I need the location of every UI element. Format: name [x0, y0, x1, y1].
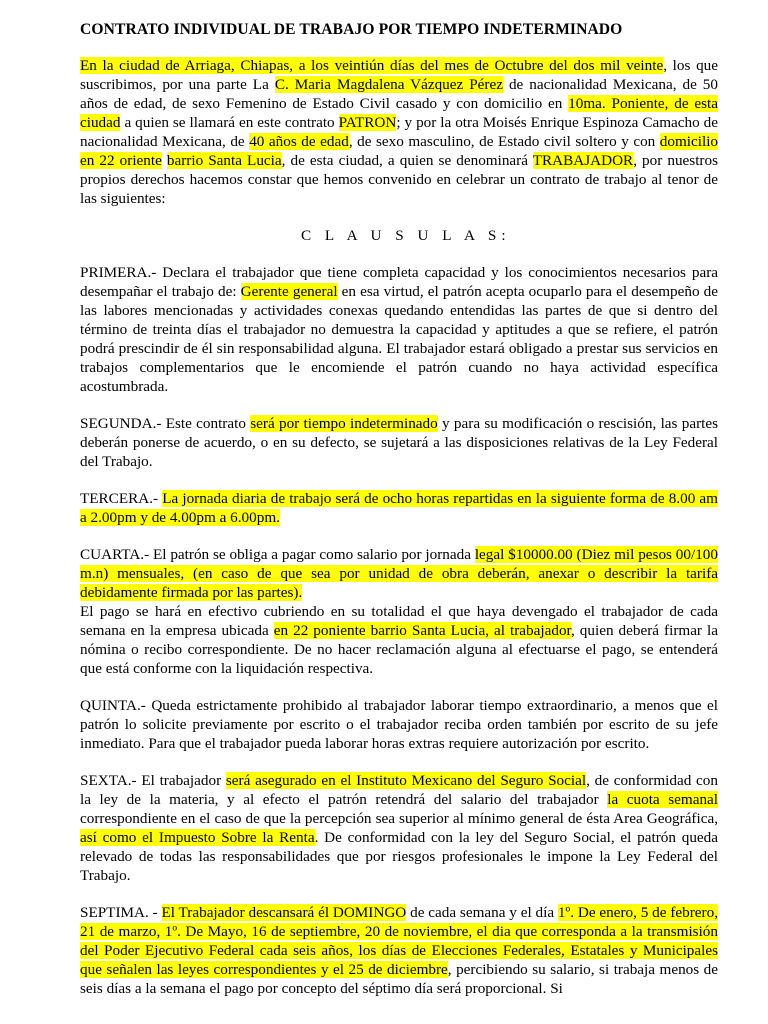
body-text: QUINTA.- Queda estrictamente prohibido al trabajador laborar tiempo extraordinario, a menos que el patrón lo solicite previamente por escrito o el trabajador reciba orden también por escrito de su jefe inmediato. Para que el trabajador pueda laborar horas extras requiere autorización por escrito. [80, 697, 718, 752]
clause-segunda [80, 414, 718, 471]
contract-title: CONTRATO INDIVIDUAL DE TRABAJO POR TIEMPO INDETERMINADO [80, 21, 623, 38]
highlighted-text: C. Maria Magdalena Vázquez Pérez [274, 76, 503, 93]
highlighted-text: barrio Santa Lucia [166, 152, 282, 169]
body-text: y para su modificación o rescisión, las partes deberán ponerse de acuerdo, o en su defecto, se sujetará a las disposiciones relativas de la Ley Federal del Trabajo. [80, 415, 718, 470]
clause-tercera [80, 489, 718, 527]
body-text: , de conformidad con la ley de la materia, y al efecto el patrón retendrá del salario del trabajador [80, 772, 718, 808]
highlighted-text: En la ciudad de Arriaga, Chiapas, a los veintiún días del mes de Octubre del dos mil veinte [80, 57, 664, 74]
highlighted-text: la cuota semanal [607, 791, 718, 808]
body-text: CUARTA.- El patrón se obliga a pagar como salario por jornada [80, 546, 475, 563]
clause-septima [80, 903, 718, 998]
body-text: SEPTIMA. - [80, 904, 162, 921]
body-text: , los que suscribimos, por una parte La [80, 57, 719, 93]
clause-cuarta [80, 545, 718, 602]
body-text: . De conformidad con la ley del Seguro Social, el patrón queda relevado de todas las responsabilidades que por riesgos profesionales le impone la Ley Federal del Trabajo. [80, 829, 718, 884]
highlighted-text: TRABAJADOR [532, 152, 634, 169]
clause-cuarta-continued [80, 602, 718, 678]
highlighted-text: en 22 poniente barrio Santa Lucia, al trabajador [273, 622, 571, 639]
body-text: PRIMERA.- Declara el trabajador que tiene completa capacidad y los conocimientos necesarios para desempañar el trabajo de: [80, 264, 718, 300]
highlighted-text: será por tiempo indeterminado [250, 415, 438, 432]
body-text: correspondiente en el caso de que la percepción sea superior al mínimo general de ésta Area Geográfica, [80, 810, 718, 827]
highlighted-text: Gerente general [240, 283, 338, 300]
clause-primera [80, 263, 718, 396]
highlighted-text: será asegurado en el Instituto Mexicano del Seguro Social [225, 772, 587, 789]
highlighted-text: 1º. De enero, 5 de febrero, 21 de marzo, 1º. De Mayo, 16 de septiembre, 20 de noviembre, el dia que corresponda a la transmisión del Poder Ejecutivo Federal cada seis años, los días de Elecciones Federales, Estatales y Municipales que señalen las leyes correspondientes y el 25 de diciembre [80, 904, 718, 978]
highlighted-text: 40 años de edad [249, 133, 349, 150]
highlighted-text: La jornada diaria de trabajo será de ocho horas repartidas en la siguiente forma de 8.00 am a 2.00pm y de 4.00pm a 6.00pm. [80, 490, 718, 526]
clause-sexta [80, 771, 718, 885]
highlighted-text: así como el Impuesto Sobre la Renta [80, 829, 315, 846]
highlighted-text: PATRON [338, 114, 397, 131]
body-text: , de esta ciudad, a quien se denominará [281, 152, 533, 169]
highlighted-text: El Trabajador descansará él DOMINGO [161, 904, 407, 921]
highlighted-text: 10ma. Poniente, de esta ciudad [80, 95, 718, 131]
clause-quinta [80, 696, 718, 753]
body-text: , por nuestros propios derechos hacemos constar que hemos convenido en celebrar un contrato de trabajo al tenor de las siguientes: [80, 152, 718, 207]
body-text: a quien se llamará en este contrato [120, 114, 339, 131]
body-text: , de sexo masculino, de Estado civil soltero y con [348, 133, 660, 150]
intro-paragraph [80, 56, 718, 208]
body-text: , quien deberá firmar la nómina o recibo correspondiente. De no hacer reclamación alguna al efectuarse el pago, se entenderá que está conforme con la liquidación respectiva. [80, 622, 718, 677]
body-text: SEXTA.- El trabajador [80, 772, 226, 789]
body-text: en esa virtud, el patrón acepta ocuparlo para el desempeño de las labores mencionadas y actividades conexas quedando entendidas las partes de que si dentro del término de treinta días el trabajador no demuestra la capacidad y aptitudes a que se refiere, el patrón podrá prescindir de él sin responsabilidad alguna. El trabajador estará obligado a prestar sus servicios en trabajos complementarios que le encomiende el patrón cuando no haya actividad específica acostumbrada. [80, 283, 719, 395]
body-text: El pago se hará en efectivo cubriendo en su totalidad el que haya devengado el trabajador de cada semana en la empresa ubicada [80, 603, 718, 639]
body-text: SEGUNDA.- Este contrato [80, 415, 251, 432]
body-text: ; y por la otra Moisés Enrique Espinoza Camacho de nacionalidad Mexicana, de [80, 114, 718, 150]
body-text: TERCERA.- [80, 490, 163, 507]
highlighted-text: legal $10000.00 (Diez mil pesos 00/100 m.n) mensuales, (en caso de que sea por unidad de obra deberán, anexar o describir la tarifa debidamente firmada por las partes). [80, 546, 718, 601]
clausulas-heading: C L A U S U L A S: [301, 227, 511, 244]
body-text: de cada semana y el día [406, 904, 558, 921]
highlighted-text: domicilio en 22 oriente [80, 133, 719, 169]
body-text: , percibiendo su salario, si trabaja menos de seis días a la semana el pago por concepto del séptimo día será proporcional. Si [80, 961, 719, 997]
body-text: de nacionalidad Mexicana, de 50 años de edad, de sexo Femenino de Estado Civil casado y con domicilio en [80, 76, 718, 112]
